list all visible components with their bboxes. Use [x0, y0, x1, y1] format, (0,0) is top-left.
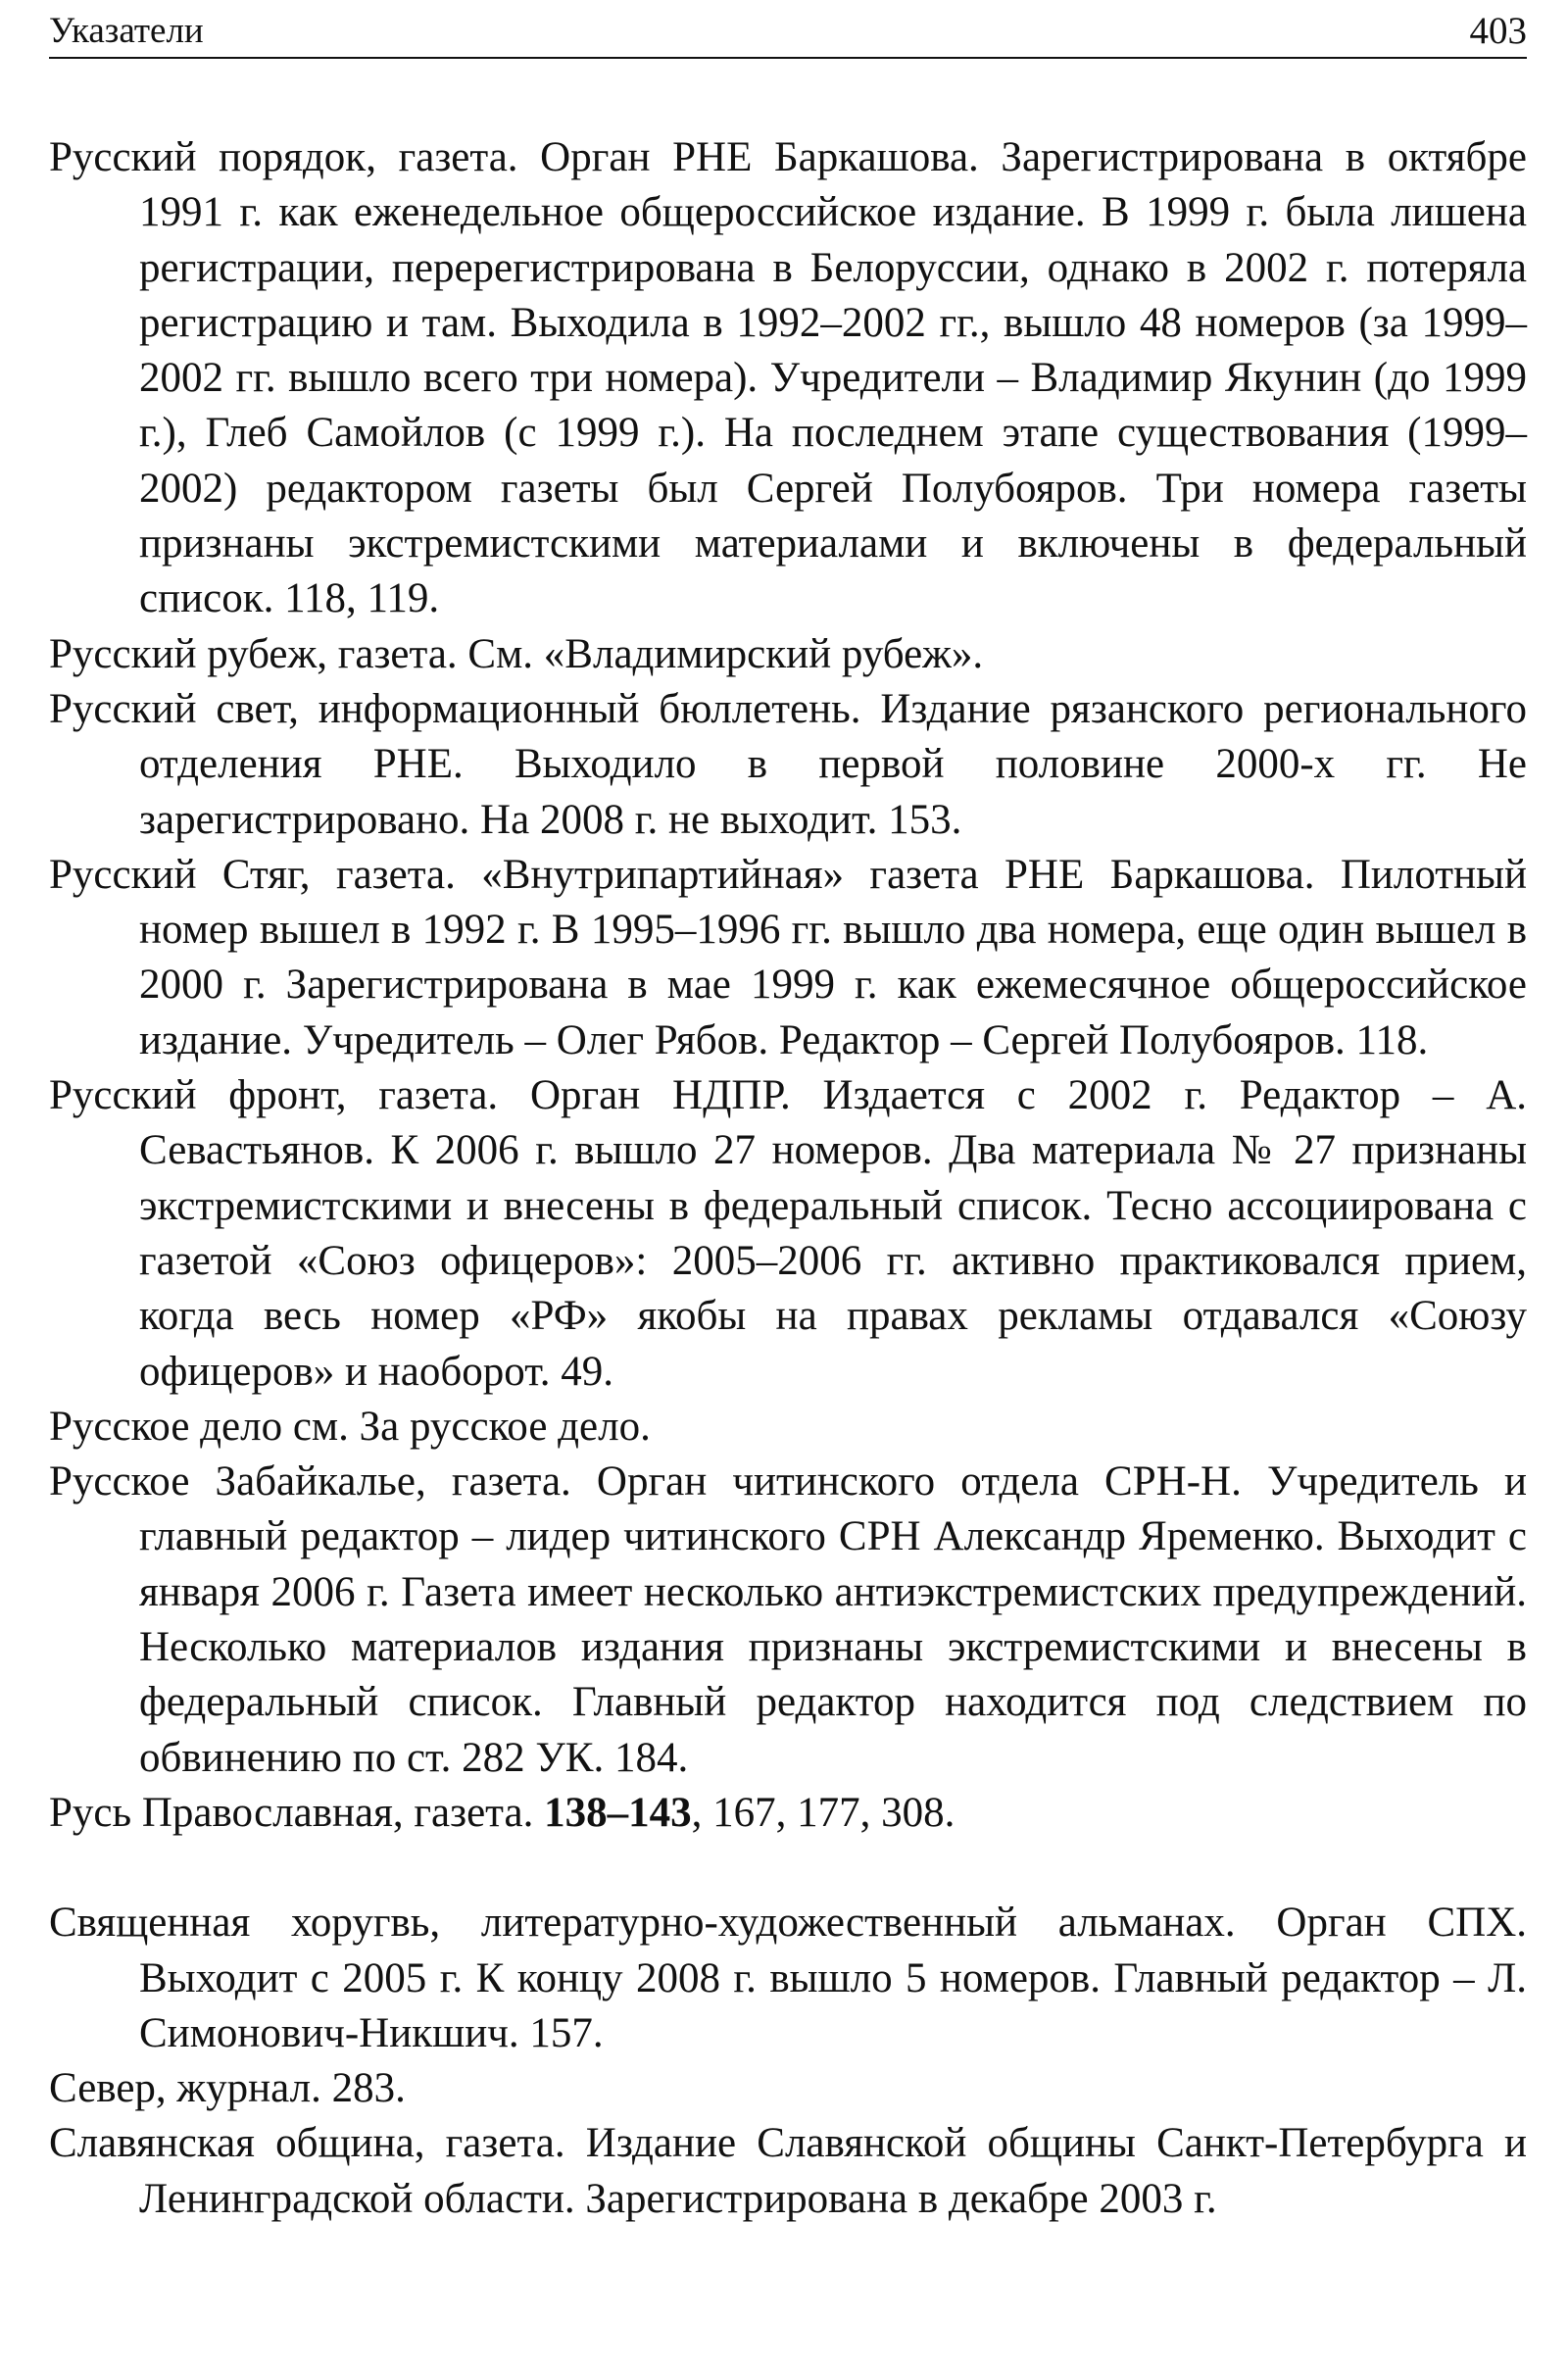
index-entry-svyashchennaya-khorugv: Священная хоругвь, литературно-художественный альманах. Орган СПХ. Выходит с 2005 г. К концу 2008 г. вышло 5 номеров. Главный редактор – Л. Симонович-Никшич. 157.	[49, 1900, 1527, 2056]
index-entry-sever: Север, журнал. 283.	[49, 2065, 406, 2112]
page-number: 403	[1469, 10, 1527, 52]
index-entry-russkiy-poryadok: Русский порядок, газета. Орган РНЕ Баркашова. Зарегистрирована в октябре 1991 г. как еженедельное общероссийское издание. В 1999 г. была лишена регистрации, перерегистрирована в Белоруссии, однако в 2002 г. потеряла регистрацию и там. Выходила в 1992–2002 гг., вышло 48 номеров (за 1999– 2002 гг. вышло всего три номера). Учредители – Владимир Якунин (до 1999 г.), Глеб Самойлов (с 1999 г.). На последнем этапе существования (1999–2002) редактором газеты был Сергей Полубояров. Три номера газеты признаны экстремистскими материалами и включены в федеральный список. 118, 119.	[49, 134, 1527, 622]
entry-text: , 167, 177, 308.	[691, 1789, 956, 1836]
entry-text: Русь Православная, газета.	[49, 1789, 545, 1836]
bold-page-range: 138–143	[544, 1789, 692, 1836]
index-entries	[49, 130, 1527, 2227]
index-entry-russkiy-rubezh: Русский рубеж, газета. См. «Владимирский рубеж».	[49, 630, 984, 677]
running-title: Указатели	[49, 11, 204, 51]
index-entry-russkiy-styag: Русский Стяг, газета. «Внутрипартийная» газета РНЕ Баркашова. Пилотный номер вышел в 1992 г. В 1995–1996 гг. вышло два номера, еще один вышел в 2000 г. Зарегистрирована в мае 1999 г. как ежемесячное общероссийское издание. Учредитель – Олег Рябов. Редактор – Сергей Полубояров. 118.	[49, 851, 1527, 1063]
index-entry-rus-pravoslavnaya	[49, 1786, 1527, 1841]
index-entry-slavyanskaya-obshchina: Славянская община, газета. Издание Славянской общины Санкт-Петербурга и Ленинградской области. Зарегистрирована в декабре 2003 г.	[49, 2120, 1527, 2222]
index-entry-russkoe-delo: Русское дело см. За русское дело.	[49, 1403, 651, 1450]
running-header	[49, 6, 1527, 59]
index-entry-russkoe-zabaykalie: Русское Забайкалье, газета. Орган читинского отдела СРН-Н. Учредитель и главный редактор – лидер читинского СРН Александр Яременко. Выходит с января 2006 г. Газета имеет несколько антиэкстремистских предупреждений. Несколько материалов издания признаны экстремистскими и внесены в федеральный список. Главный редактор находится под следствием по обвинению по ст. 282 УК. 184.	[49, 1458, 1527, 1781]
index-entry-russkiy-svet: Русский свет, информационный бюллетень. Издание рязанского регионального отделения РНЕ. Выходило в первой половине 2000-х гг. Не зарегистрировано. На 2008 г. не выходит. 153.	[49, 685, 1527, 843]
index-entry-russkiy-front: Русский фронт, газета. Орган НДПР. Издается с 2002 г. Редактор – А. Севастьянов. К 2006 г. вышло 27 номеров. Два материала № 27 признаны экстремистскими и внесены в федеральный список. Тесно ассоциирована с газетой «Союз офицеров»: 2005–2006 гг. активно практиковался прием, когда весь номер «РФ» якобы на правах рекламы отдавался «Союзу офицеров» и наоборот. 49.	[49, 1072, 1527, 1395]
